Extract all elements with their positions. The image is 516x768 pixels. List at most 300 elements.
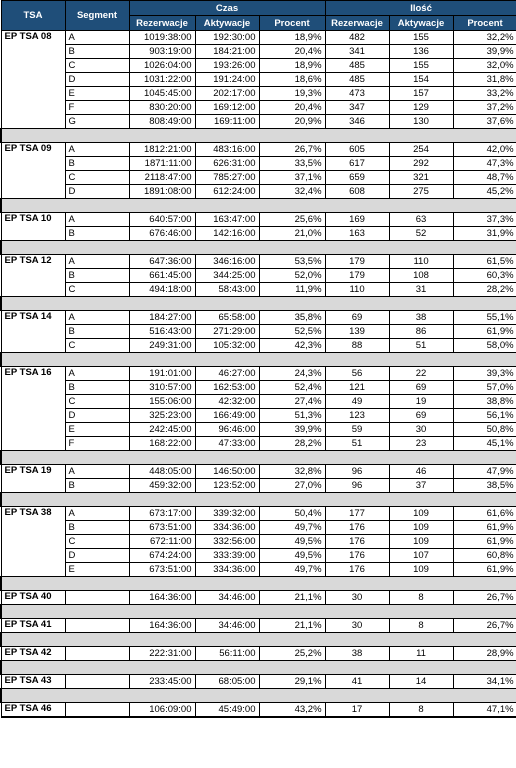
segment-cell: A [65, 367, 129, 381]
czas-procent-cell: 27,0% [259, 479, 325, 493]
table-row [1, 507, 516, 521]
table-row [1, 591, 516, 605]
czas-rezerwacje-cell: 673:17:00 [129, 507, 195, 521]
table-row [1, 521, 516, 535]
czas-aktywacje-cell: 65:58:00 [195, 311, 259, 325]
tsa-cell: EP TSA 38 [1, 507, 65, 577]
table-row [1, 437, 516, 451]
separator-cell [195, 661, 259, 675]
czas-rezerwacje-cell: 830:20:00 [129, 101, 195, 115]
ilosc-rezerwacje-cell: 96 [325, 465, 389, 479]
separator-cell [65, 493, 129, 507]
ilosc-procent-cell: 39,9% [453, 45, 516, 59]
ilosc-rezerwacje-cell: 49 [325, 395, 389, 409]
ilosc-aktywacje-cell: 107 [389, 549, 453, 563]
segment-cell: C [65, 535, 129, 549]
ilosc-aktywacje-cell: 46 [389, 465, 453, 479]
ilosc-aktywacje-cell: 136 [389, 45, 453, 59]
separator-cell [259, 241, 325, 255]
separator-cell [1, 577, 65, 591]
separator-cell [325, 689, 389, 703]
czas-aktywacje-cell: 339:32:00 [195, 507, 259, 521]
czas-procent-cell: 27,4% [259, 395, 325, 409]
separator-cell [195, 605, 259, 619]
separator-cell [259, 353, 325, 367]
tsa-cell: EP TSA 43 [1, 675, 65, 689]
ilosc-rezerwacje-cell: 110 [325, 283, 389, 297]
separator-cell [1, 633, 65, 647]
ilosc-rezerwacje-cell: 179 [325, 269, 389, 283]
czas-rezerwacje-cell: 673:51:00 [129, 521, 195, 535]
separator-cell [65, 297, 129, 311]
table-row [1, 619, 516, 633]
ilosc-rezerwacje-cell: 30 [325, 591, 389, 605]
separator-cell [129, 661, 195, 675]
segment-cell: C [65, 339, 129, 353]
ilosc-aktywacje-cell: 23 [389, 437, 453, 451]
group-separator-row [1, 633, 516, 647]
segment-cell: D [65, 409, 129, 423]
ilosc-aktywacje-cell: 63 [389, 213, 453, 227]
ilosc-procent-cell: 38,8% [453, 395, 516, 409]
separator-cell [195, 199, 259, 213]
separator-cell [325, 577, 389, 591]
czas-aktywacje-cell: 332:56:00 [195, 535, 259, 549]
ilosc-rezerwacje-cell: 659 [325, 171, 389, 185]
separator-cell [195, 577, 259, 591]
separator-cell [259, 689, 325, 703]
czas-aktywacje-cell: 192:30:00 [195, 31, 259, 45]
separator-cell [195, 633, 259, 647]
separator-cell [129, 199, 195, 213]
separator-cell [259, 199, 325, 213]
czas-procent-cell: 32,8% [259, 465, 325, 479]
separator-cell [129, 577, 195, 591]
ilosc-aktywacje-cell: 14 [389, 675, 453, 689]
ilosc-rezerwacje-cell: 176 [325, 549, 389, 563]
ilosc-rezerwacje-cell: 41 [325, 675, 389, 689]
ilosc-rezerwacje-cell: 176 [325, 535, 389, 549]
ilosc-procent-cell: 32,0% [453, 59, 516, 73]
table-body [1, 31, 516, 717]
group-separator-row [1, 605, 516, 619]
czas-aktywacje-cell: 612:24:00 [195, 185, 259, 199]
segment-cell: C [65, 395, 129, 409]
ilosc-rezerwacje-cell: 56 [325, 367, 389, 381]
czas-rezerwacje-cell: 164:36:00 [129, 591, 195, 605]
ilosc-procent-cell: 45,2% [453, 185, 516, 199]
czas-rezerwacje-cell: 494:18:00 [129, 283, 195, 297]
separator-cell [195, 353, 259, 367]
czas-aktywacje-cell: 42:32:00 [195, 395, 259, 409]
ilosc-procent-header: Procent [453, 16, 516, 31]
ilosc-aktywacje-cell: 130 [389, 115, 453, 129]
segment-cell: F [65, 437, 129, 451]
czas-rezerwacje-cell: 459:32:00 [129, 479, 195, 493]
ilosc-aktywacje-cell: 109 [389, 507, 453, 521]
group-separator-row [1, 661, 516, 675]
czas-aktywacje-cell: 142:16:00 [195, 227, 259, 241]
ilosc-procent-cell: 58,0% [453, 339, 516, 353]
separator-cell [129, 297, 195, 311]
separator-cell [453, 661, 516, 675]
table-row [1, 45, 516, 59]
segment-cell: F [65, 101, 129, 115]
separator-cell [195, 689, 259, 703]
separator-cell [389, 577, 453, 591]
ilosc-aktywacje-cell: 38 [389, 311, 453, 325]
ilosc-aktywacje-cell: 30 [389, 423, 453, 437]
separator-cell [129, 633, 195, 647]
separator-cell [1, 493, 65, 507]
ilosc-aktywacje-cell: 8 [389, 619, 453, 633]
separator-cell [325, 493, 389, 507]
czas-aktywacje-cell: 166:49:00 [195, 409, 259, 423]
czas-rezerwacje-cell: 674:24:00 [129, 549, 195, 563]
table-row [1, 325, 516, 339]
separator-cell [389, 241, 453, 255]
czas-procent-cell: 18,9% [259, 59, 325, 73]
table-row [1, 227, 516, 241]
separator-cell [325, 241, 389, 255]
ilosc-aktywacje-cell: 86 [389, 325, 453, 339]
ilosc-aktywacje-cell: 109 [389, 521, 453, 535]
ilosc-rezerwacje-cell: 51 [325, 437, 389, 451]
ilosc-rezerwacje-cell: 30 [325, 619, 389, 633]
separator-cell [65, 689, 129, 703]
separator-cell [453, 493, 516, 507]
czas-rezerwacje-cell: 1045:45:00 [129, 87, 195, 101]
czas-rezerwacje-cell: 903:19:00 [129, 45, 195, 59]
czas-aktywacje-cell: 333:39:00 [195, 549, 259, 563]
czas-aktywacje-cell: 146:50:00 [195, 465, 259, 479]
separator-cell [129, 493, 195, 507]
segment-cell: A [65, 255, 129, 269]
tsa-cell: EP TSA 10 [1, 213, 65, 241]
table-row [1, 101, 516, 115]
ilosc-rezerwacje-cell: 88 [325, 339, 389, 353]
czas-aktywacje-cell: 344:25:00 [195, 269, 259, 283]
separator-cell [195, 297, 259, 311]
ilosc-rezerwacje-cell: 346 [325, 115, 389, 129]
tsa-cell: EP TSA 19 [1, 465, 65, 493]
separator-cell [389, 605, 453, 619]
ilosc-aktywacje-cell: 155 [389, 59, 453, 73]
separator-cell [453, 241, 516, 255]
table-row [1, 535, 516, 549]
table-row [1, 423, 516, 437]
czas-aktywacje-cell: 193:26:00 [195, 59, 259, 73]
segment-cell: E [65, 423, 129, 437]
ilosc-rezerwacje-cell: 608 [325, 185, 389, 199]
ilosc-procent-cell: 45,1% [453, 437, 516, 451]
czas-procent-cell: 25,2% [259, 647, 325, 661]
czas-procent-cell: 37,1% [259, 171, 325, 185]
czas-aktywacje-cell: 68:05:00 [195, 675, 259, 689]
separator-cell [65, 577, 129, 591]
segment-cell: B [65, 269, 129, 283]
ilosc-rezerwacje-header: Rezerwacje [325, 16, 389, 31]
czas-procent-cell: 20,4% [259, 101, 325, 115]
ilosc-rezerwacje-cell: 482 [325, 31, 389, 45]
tsa-cell: EP TSA 08 [1, 31, 65, 129]
ilosc-procent-cell: 47,3% [453, 157, 516, 171]
czas-procent-cell: 28,2% [259, 437, 325, 451]
table-row [1, 157, 516, 171]
separator-cell [1, 129, 65, 143]
separator-cell [325, 297, 389, 311]
table-row [1, 115, 516, 129]
separator-cell [259, 633, 325, 647]
czas-aktywacje-cell: 184:21:00 [195, 45, 259, 59]
separator-cell [1, 661, 65, 675]
czas-aktywacje-cell: 483:16:00 [195, 143, 259, 157]
czas-aktywacje-cell: 191:24:00 [195, 73, 259, 87]
ilosc-procent-cell: 57,0% [453, 381, 516, 395]
segment-cell: A [65, 507, 129, 521]
ilosc-procent-cell: 32,2% [453, 31, 516, 45]
separator-cell [389, 297, 453, 311]
ilosc-aktywacje-cell: 8 [389, 703, 453, 717]
segment-cell: B [65, 157, 129, 171]
segment-cell: D [65, 549, 129, 563]
ilosc-rezerwacje-cell: 96 [325, 479, 389, 493]
separator-cell [259, 577, 325, 591]
czas-procent-cell: 29,1% [259, 675, 325, 689]
czas-rezerwacje-cell: 184:27:00 [129, 311, 195, 325]
table-row [1, 311, 516, 325]
separator-cell [389, 199, 453, 213]
group-separator-row [1, 199, 516, 213]
czas-aktywacje-cell: 169:12:00 [195, 101, 259, 115]
czas-procent-cell: 33,5% [259, 157, 325, 171]
czas-rezerwacje-header: Rezerwacje [129, 16, 195, 31]
separator-cell [1, 605, 65, 619]
table-row [1, 213, 516, 227]
group-separator-row [1, 577, 516, 591]
segment-cell: D [65, 185, 129, 199]
table-row [1, 171, 516, 185]
separator-cell [453, 577, 516, 591]
segment-header: Segment [65, 1, 129, 31]
tsa-cell: EP TSA 40 [1, 591, 65, 605]
ilosc-procent-cell: 61,9% [453, 563, 516, 577]
group-separator-row [1, 689, 516, 703]
czas-aktywacje-cell: 34:46:00 [195, 591, 259, 605]
ilosc-aktywacje-cell: 155 [389, 31, 453, 45]
tsa-header: TSA [1, 1, 65, 31]
ilosc-procent-cell: 26,7% [453, 591, 516, 605]
ilosc-rezerwacje-cell: 176 [325, 563, 389, 577]
czas-aktywacje-cell: 334:36:00 [195, 521, 259, 535]
ilosc-rezerwacje-cell: 485 [325, 73, 389, 87]
table-row [1, 563, 516, 577]
separator-cell [129, 353, 195, 367]
czas-aktywacje-cell: 105:32:00 [195, 339, 259, 353]
tsa-cell: EP TSA 42 [1, 647, 65, 661]
segment-cell: D [65, 73, 129, 87]
separator-cell [453, 689, 516, 703]
czas-procent-cell: 52,5% [259, 325, 325, 339]
czas-rezerwacje-cell: 168:22:00 [129, 437, 195, 451]
table-row [1, 283, 516, 297]
separator-cell [259, 129, 325, 143]
ilosc-procent-cell: 61,6% [453, 507, 516, 521]
table-row [1, 255, 516, 269]
separator-cell [325, 353, 389, 367]
czas-procent-cell: 49,7% [259, 521, 325, 535]
tsa-cell: EP TSA 16 [1, 367, 65, 451]
czas-rezerwacje-cell: 164:36:00 [129, 619, 195, 633]
ilosc-aktywacje-cell: 51 [389, 339, 453, 353]
separator-cell [453, 353, 516, 367]
ilosc-aktywacje-cell: 292 [389, 157, 453, 171]
czas-rezerwacje-cell: 2118:47:00 [129, 171, 195, 185]
segment-cell: G [65, 115, 129, 129]
ilosc-procent-cell: 61,9% [453, 535, 516, 549]
czas-procent-cell: 49,5% [259, 535, 325, 549]
separator-cell [65, 353, 129, 367]
czas-procent-cell: 21,1% [259, 591, 325, 605]
czas-rezerwacje-cell: 672:11:00 [129, 535, 195, 549]
czas-rezerwacje-cell: 1891:08:00 [129, 185, 195, 199]
ilosc-aktywacje-cell: 19 [389, 395, 453, 409]
segment-cell: E [65, 563, 129, 577]
segment-cell: A [65, 31, 129, 45]
ilosc-rezerwacje-cell: 59 [325, 423, 389, 437]
separator-cell [1, 199, 65, 213]
table-row [1, 675, 516, 689]
separator-cell [1, 353, 65, 367]
ilosc-aktywacje-cell: 109 [389, 563, 453, 577]
separator-cell [195, 129, 259, 143]
ilosc-header: Ilość [325, 1, 516, 16]
ilosc-procent-cell: 31,9% [453, 227, 516, 241]
ilosc-procent-cell: 37,2% [453, 101, 516, 115]
czas-procent-cell: 51,3% [259, 409, 325, 423]
ilosc-rezerwacje-cell: 17 [325, 703, 389, 717]
separator-cell [453, 297, 516, 311]
separator-cell [389, 493, 453, 507]
table-row [1, 59, 516, 73]
separator-cell [65, 605, 129, 619]
ilosc-procent-cell: 61,5% [453, 255, 516, 269]
czas-rezerwacje-cell: 310:57:00 [129, 381, 195, 395]
table-row [1, 395, 516, 409]
segment-cell [65, 619, 129, 633]
separator-cell [1, 451, 65, 465]
czas-rezerwacje-cell: 1871:11:00 [129, 157, 195, 171]
table-row [1, 185, 516, 199]
czas-aktywacje-cell: 346:16:00 [195, 255, 259, 269]
ilosc-aktywacje-cell: 321 [389, 171, 453, 185]
czas-procent-cell: 25,6% [259, 213, 325, 227]
separator-cell [389, 633, 453, 647]
table-row [1, 87, 516, 101]
czas-rezerwacje-cell: 1019:38:00 [129, 31, 195, 45]
ilosc-procent-cell: 31,8% [453, 73, 516, 87]
segment-cell [65, 675, 129, 689]
czas-header: Czas [129, 1, 325, 16]
ilosc-aktywacje-cell: 8 [389, 591, 453, 605]
ilosc-aktywacje-cell: 37 [389, 479, 453, 493]
czas-procent-cell: 24,3% [259, 367, 325, 381]
separator-cell [259, 605, 325, 619]
czas-aktywacje-cell: 96:46:00 [195, 423, 259, 437]
ilosc-aktywacje-cell: 69 [389, 409, 453, 423]
czas-rezerwacje-cell: 647:36:00 [129, 255, 195, 269]
ilosc-aktywacje-cell: 154 [389, 73, 453, 87]
ilosc-rezerwacje-cell: 123 [325, 409, 389, 423]
czas-rezerwacje-cell: 106:09:00 [129, 703, 195, 717]
separator-cell [1, 241, 65, 255]
ilosc-procent-cell: 48,7% [453, 171, 516, 185]
table-row [1, 73, 516, 87]
czas-rezerwacje-cell: 1026:04:00 [129, 59, 195, 73]
group-separator-row [1, 493, 516, 507]
separator-cell [65, 129, 129, 143]
separator-cell [195, 493, 259, 507]
separator-cell [453, 605, 516, 619]
czas-procent-cell: 20,9% [259, 115, 325, 129]
czas-rezerwacje-cell: 661:45:00 [129, 269, 195, 283]
czas-rezerwacje-cell: 1031:22:00 [129, 73, 195, 87]
segment-cell: A [65, 465, 129, 479]
separator-cell [453, 129, 516, 143]
segment-cell: C [65, 283, 129, 297]
czas-rezerwacje-cell: 808:49:00 [129, 115, 195, 129]
separator-cell [1, 689, 65, 703]
ilosc-procent-cell: 47,1% [453, 703, 516, 717]
czas-procent-cell: 32,4% [259, 185, 325, 199]
segment-cell: A [65, 213, 129, 227]
table-row [1, 269, 516, 283]
ilosc-procent-cell: 42,0% [453, 143, 516, 157]
ilosc-aktywacje-cell: 108 [389, 269, 453, 283]
czas-aktywacje-cell: 56:11:00 [195, 647, 259, 661]
ilosc-rezerwacje-cell: 605 [325, 143, 389, 157]
czas-procent-cell: 26,7% [259, 143, 325, 157]
czas-procent-cell: 21,1% [259, 619, 325, 633]
ilosc-procent-cell: 50,8% [453, 423, 516, 437]
segment-cell: B [65, 45, 129, 59]
ilosc-rezerwacje-cell: 473 [325, 87, 389, 101]
separator-cell [389, 661, 453, 675]
table-row [1, 409, 516, 423]
czas-rezerwacje-cell: 191:01:00 [129, 367, 195, 381]
ilosc-procent-cell: 47,9% [453, 465, 516, 479]
separator-cell [65, 241, 129, 255]
separator-cell [325, 605, 389, 619]
ilosc-aktywacje-cell: 129 [389, 101, 453, 115]
segment-cell: B [65, 521, 129, 535]
ilosc-procent-cell: 60,8% [453, 549, 516, 563]
table-row [1, 31, 516, 45]
separator-cell [65, 633, 129, 647]
ilosc-aktywacje-header: Aktywacje [389, 16, 453, 31]
separator-cell [453, 199, 516, 213]
table-row [1, 143, 516, 157]
czas-procent-cell: 52,4% [259, 381, 325, 395]
czas-procent-cell: 39,9% [259, 423, 325, 437]
czas-aktywacje-cell: 202:17:00 [195, 87, 259, 101]
ilosc-rezerwacje-cell: 176 [325, 521, 389, 535]
czas-rezerwacje-cell: 516:43:00 [129, 325, 195, 339]
separator-cell [325, 451, 389, 465]
table-row [1, 549, 516, 563]
czas-aktywacje-cell: 162:53:00 [195, 381, 259, 395]
czas-aktywacje-cell: 626:31:00 [195, 157, 259, 171]
